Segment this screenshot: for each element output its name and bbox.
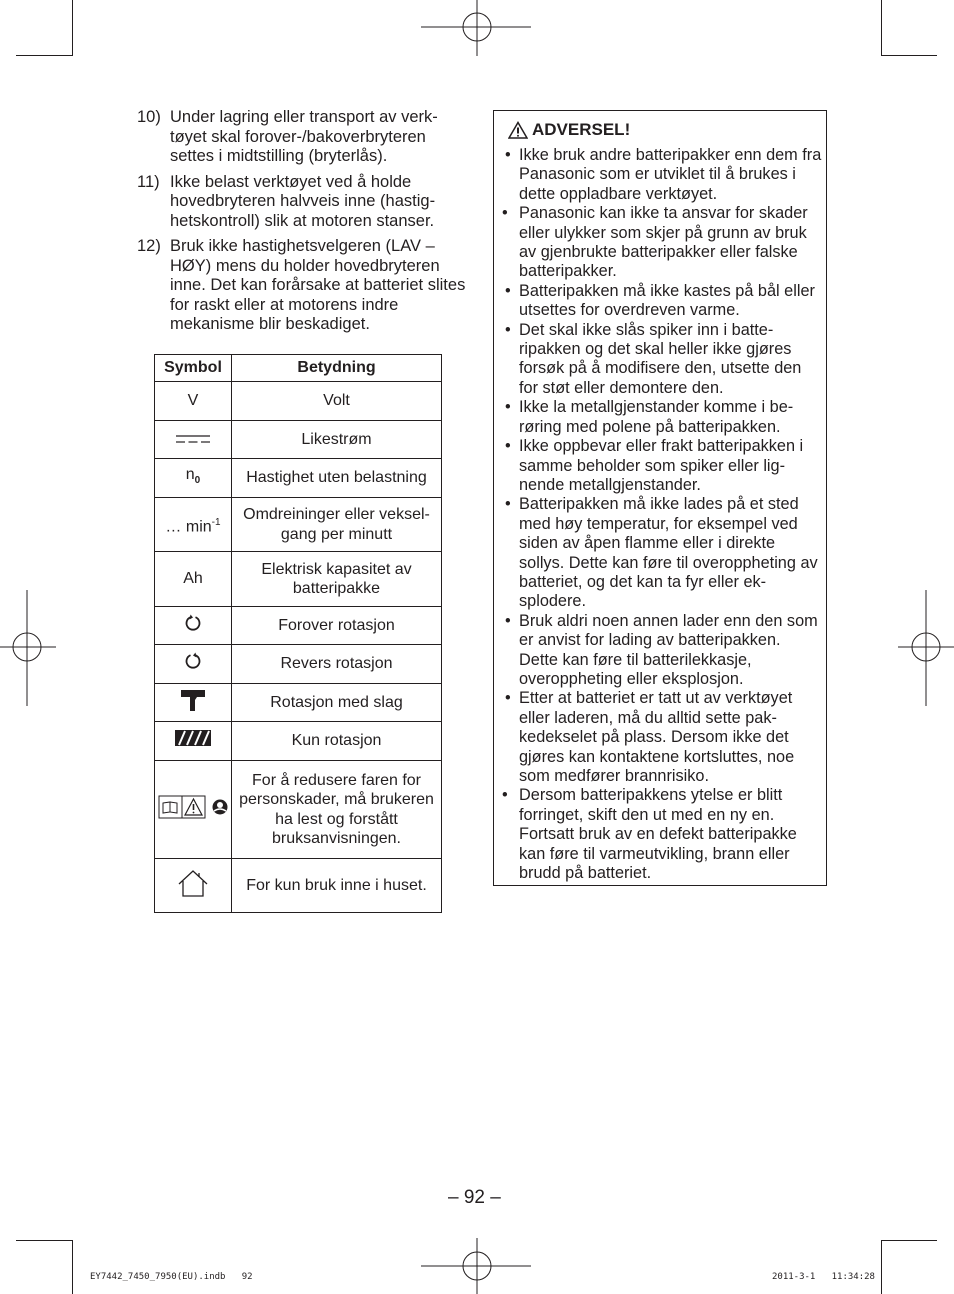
meaning-cell: Hastighet uten belastning <box>232 459 442 498</box>
footer-date-info: 2011-3-1 11:34:28 <box>772 1272 875 1282</box>
meaning-cell: Omdreininger eller vekselgang per minutt <box>232 498 442 552</box>
meaning-cell: Revers rotasjon <box>232 645 442 684</box>
rotation-only-icon <box>175 730 211 746</box>
warning-title: ADVERSEL! <box>508 120 630 139</box>
meaning-cell: Likestrøm <box>232 421 442 459</box>
table-row <box>155 859 442 913</box>
crop-mark <box>16 55 73 56</box>
read-manual-warning-icon <box>158 795 228 819</box>
list-item: • Ikke la metallgjenstander komme i berøring med polene på batteripakken. <box>505 398 794 436</box>
table-row <box>155 421 442 459</box>
table-row <box>155 607 442 645</box>
crop-mark <box>72 0 73 56</box>
crop-mark <box>881 55 937 56</box>
registration-mark-top <box>421 0 531 60</box>
list-item: • Panasonic kan ikke ta ansvar for skader eller ulykker som skjer på grunn av bruk av gjenbrukte batteripakker eller falske batteripakker. <box>502 204 808 281</box>
list-item: • Ikke bruk andre batteripakker enn dem fra Panasonic som er utviklet til å brukes i dette oppladbare verktøyet. <box>505 146 822 203</box>
list-item: • Etter at batteriet er tatt ut av verktøyet eller laderen, må du alltid sette pakkedekselet på plass. Dersom ikke det gjøres kan kontaktene kortsluttes, noe som medfører brannrisiko. <box>505 689 795 785</box>
reverse-rotation-icon <box>184 652 202 670</box>
meaning-cell: Elektrisk kapasitet av batteripakke <box>232 552 442 607</box>
symbol-amp-hour: Ah <box>155 552 232 607</box>
table-row <box>155 552 442 607</box>
crop-mark <box>16 1240 73 1241</box>
list-item: • Batteripakken må ikke lades på et sted med høy temperatur, for eksempel ved siden av åpen flamme eller i direkte sollys. Dette kan føre til overoppheting av batteriet, og det kan ta fyr eller eksplodere. <box>505 495 818 611</box>
registration-mark-left <box>0 590 60 706</box>
crop-mark <box>881 1240 882 1294</box>
symbol-volt: V <box>155 382 232 421</box>
table-row <box>155 684 442 722</box>
list-item: • Batteripakken må ikke kastes på bål eller utsettes for overdreven varme. <box>505 281 815 320</box>
table-row <box>155 722 442 761</box>
table-row <box>155 645 442 684</box>
meaning-cell: Volt <box>232 382 442 421</box>
list-item: 11) Ikke belast verktøyet ved å holde hovedbryteren halvveis inne (hastighetskontroll) slik at motoren stanser. <box>137 172 436 230</box>
registration-mark-bottom <box>421 1238 531 1294</box>
table-row <box>155 459 442 498</box>
column-header-symbol: Symbol <box>155 355 232 382</box>
column-header-meaning: Betydning <box>232 355 442 382</box>
meaning-cell: For å redusere faren for personskader, må brukeren ha lest og forstått bruksanvisningen. <box>232 761 442 859</box>
symbol-rpm: … $\min^{-1}$ <box>155 498 232 552</box>
list-item: • Det skal ikke slås spiker inn i batteripakken og det skal heller ikke gjøres forsøk på å modifisere den, utsette den for støt eller demontere den. <box>505 320 802 397</box>
list-item: • Dersom batteripakkens ytelse er blitt forringet, skift den ut med en ny en. Fortsatt bruk av en defekt batteripakke kan føre til varmeutvikling, brann eller brudd på batteriet. <box>502 786 797 883</box>
warning-list <box>502 146 822 883</box>
warning-triangle-icon <box>508 121 528 139</box>
meaning-cell: Rotasjon med slag <box>232 684 442 722</box>
page-number: – 92 – <box>448 1187 501 1208</box>
hammer-icon <box>180 688 206 712</box>
house-icon <box>177 869 209 897</box>
footer-file-info: EY7442_7450_7950(EU).indb 92 <box>90 1272 253 1282</box>
crop-mark <box>881 0 882 56</box>
table-row <box>155 382 442 421</box>
meaning-cell: Forover rotasjon <box>232 607 442 645</box>
symbol-table <box>154 354 442 913</box>
crop-mark <box>72 1240 73 1294</box>
registration-mark-right <box>897 590 954 706</box>
meaning-cell: For kun bruk inne i huset. <box>232 859 442 913</box>
symbol-no-load-speed: $n_0$ <box>155 459 232 498</box>
table-header-row <box>155 355 442 382</box>
list-item: 10) Under lagring eller transport av verktøyet skal forover-/bakoverbryteren settes i midtstilling (bryterlås). <box>137 108 438 165</box>
meaning-cell: Kun rotasjon <box>232 722 442 761</box>
safety-numbered-list <box>137 108 467 341</box>
forward-rotation-icon <box>184 614 202 632</box>
list-item: 12) Bruk ikke hastighetsvelgeren (LAV – HØY) mens du holder hovedbryteren inne. Det kan forårsake at batteriet slites for raskt eller at motorens indre mekanisme blir beskadiget. <box>137 237 466 333</box>
direct-current-icon <box>176 434 210 444</box>
list-item: • Ikke oppbevar eller frakt batteripakken i samme beholder som spiker eller lignende metallgjenstander. <box>505 437 804 494</box>
crop-mark <box>881 1240 937 1241</box>
table-row <box>155 761 442 859</box>
list-item: • Bruk aldri noen annen lader enn den som er anvist for lading av batteripakken. Dette kan føre til batterilekkasje, overoppheting eller eksplosjon. <box>505 611 818 688</box>
warning-box <box>493 110 827 886</box>
table-row <box>155 498 442 552</box>
